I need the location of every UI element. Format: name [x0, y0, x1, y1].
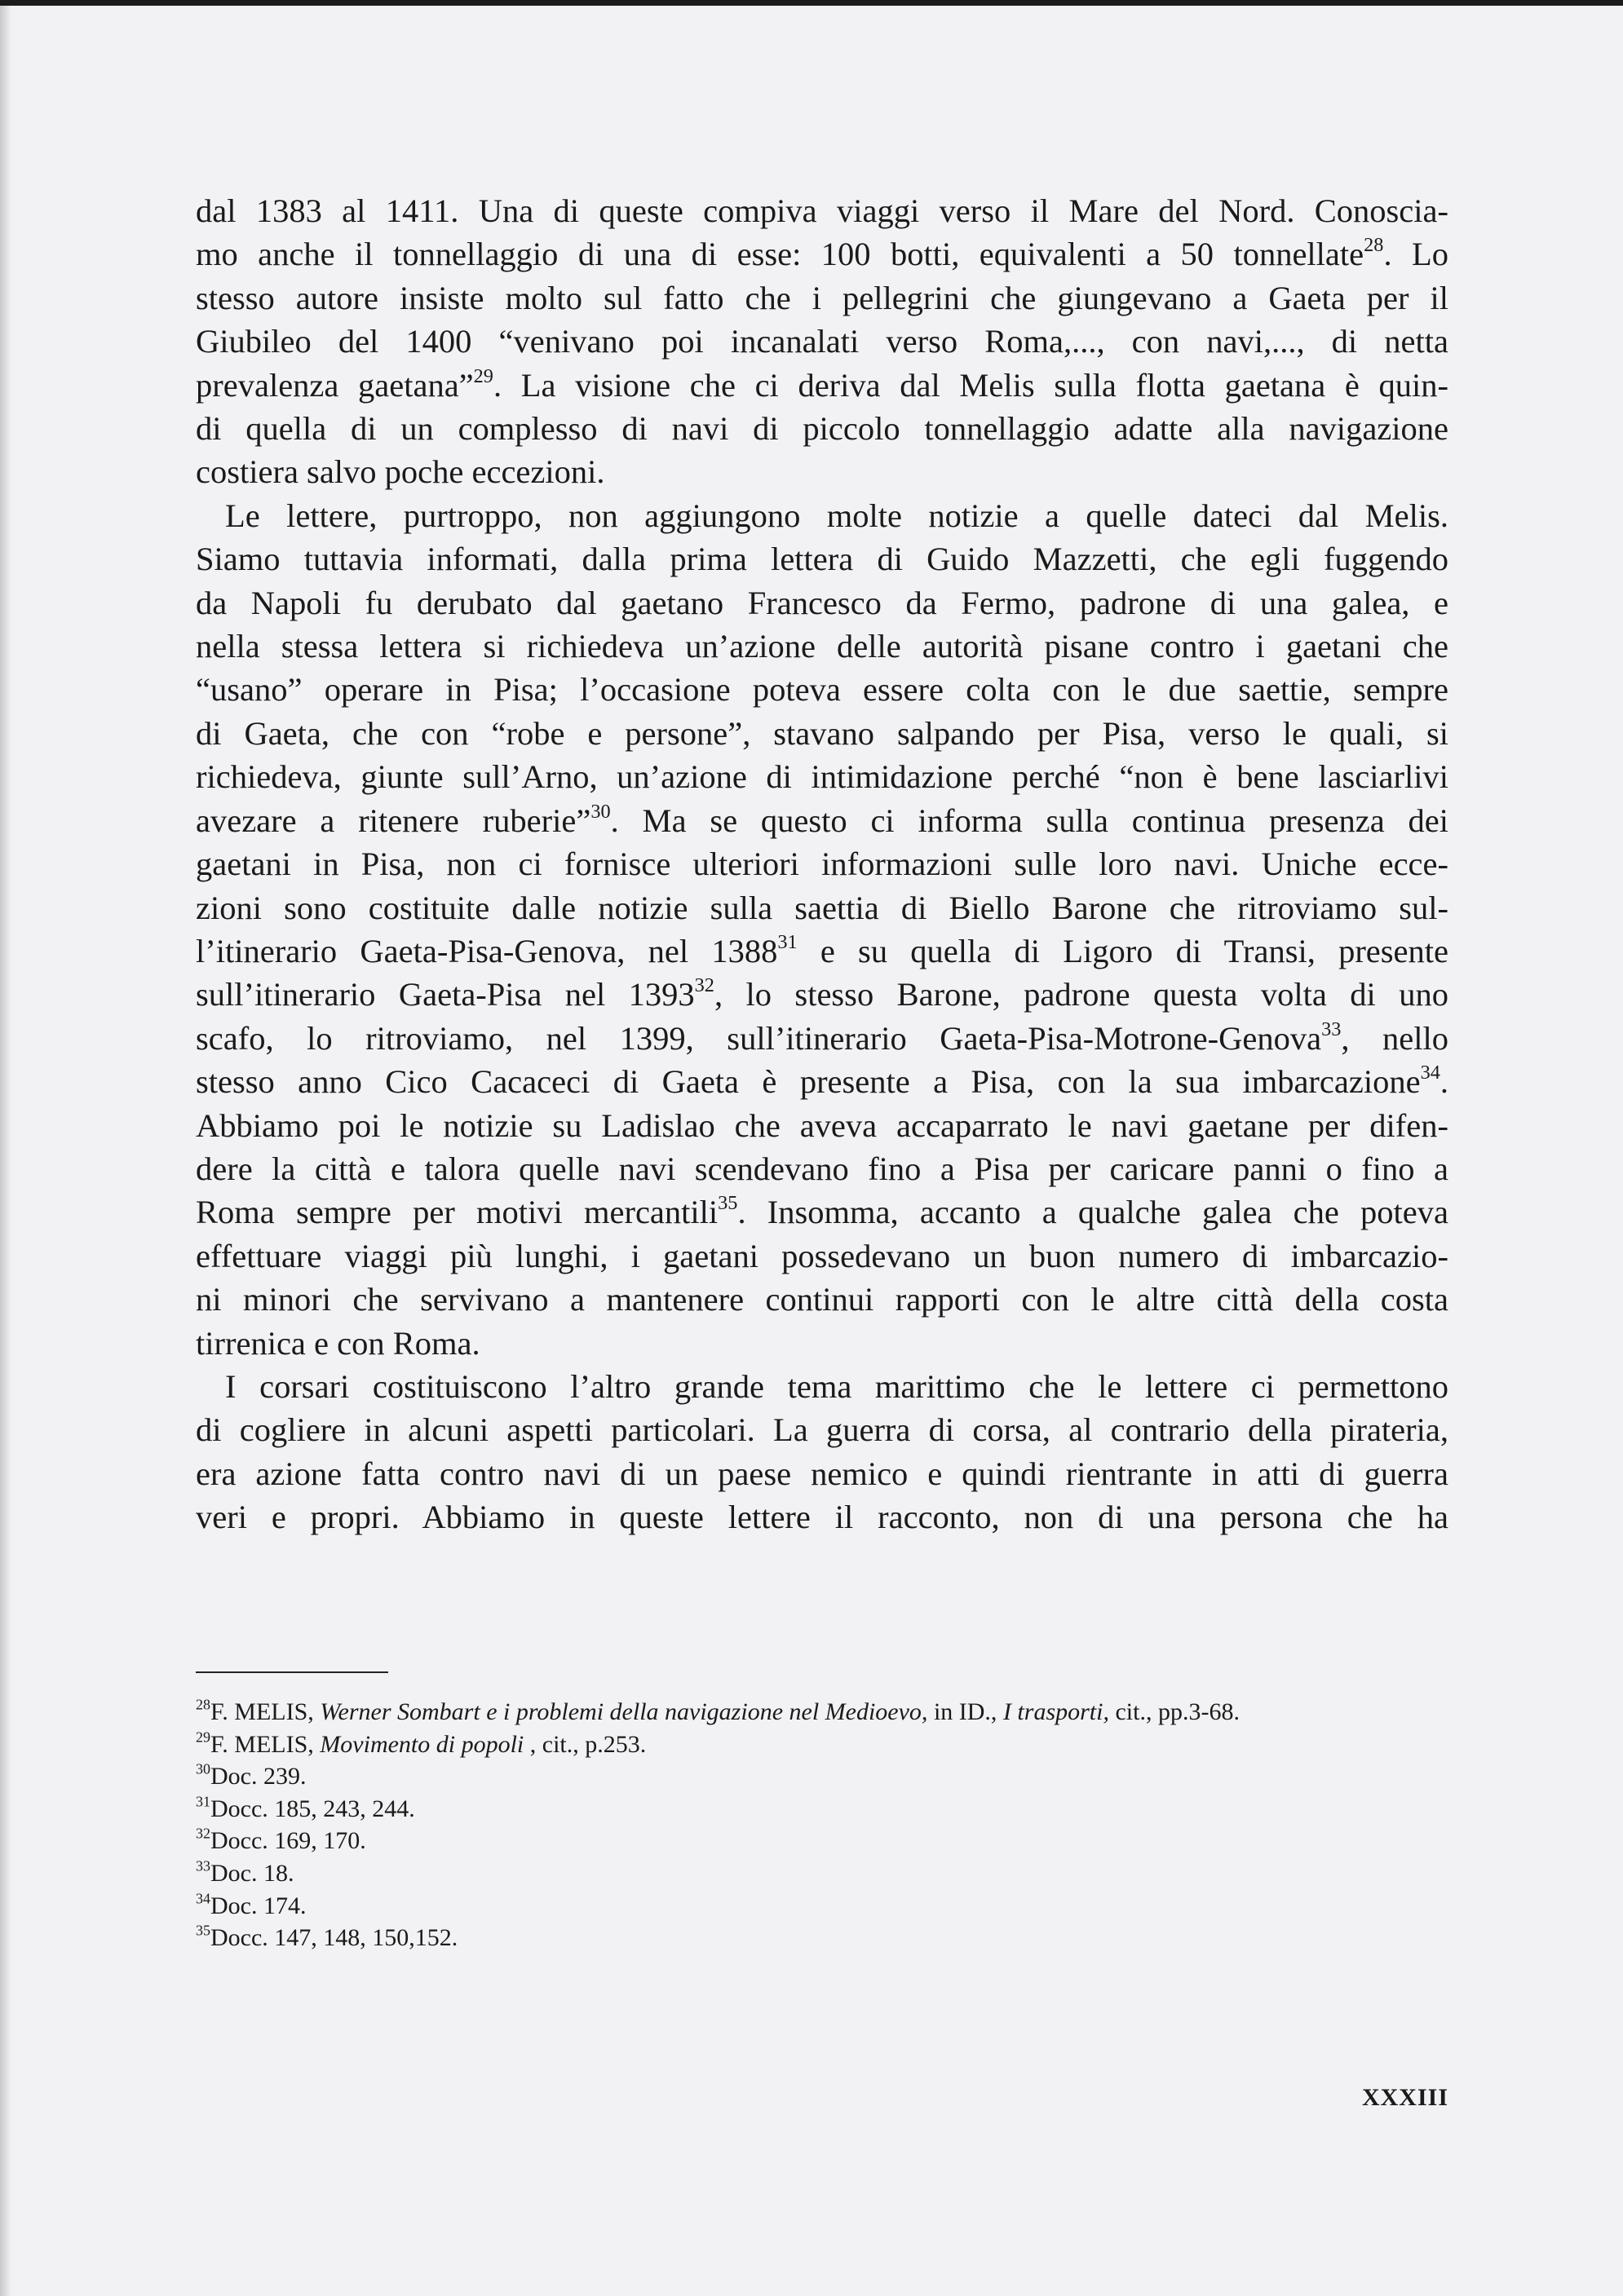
- text-segment: sull’itinerario Gaeta-Pisa nel 1393: [196, 976, 695, 1013]
- text-line: [196, 1408, 1448, 1451]
- text-segment: . La visione che ci deriva dal Melis sulla flotta gaetana è quin-: [493, 366, 1449, 404]
- text-line: [196, 973, 1448, 1016]
- text-segment: . Insomma, accanto a qualche galea che poteva: [737, 1194, 1448, 1231]
- footnote-text: , cit., p.253.: [524, 1730, 647, 1758]
- text-line: [196, 537, 1448, 581]
- footnote: [196, 1825, 1448, 1857]
- footnote-ref: 35: [718, 1192, 738, 1215]
- text-segment: avezare a ritenere ruberie”: [196, 801, 591, 839]
- footnotes: [196, 1696, 1448, 1954]
- text-segment: da Napoli fu derubato dal gaetano Francesco da Fermo, padrone di una galea, e: [196, 584, 1448, 621]
- text-segment: mo anche il tonnellaggio di una di esse: 100 botti, equivalenti a 50 tonnellate: [196, 236, 1364, 273]
- text-line: [196, 1147, 1448, 1190]
- text-line: [196, 189, 1448, 232]
- text-line: [196, 886, 1448, 929]
- paragraph: [196, 494, 1448, 1365]
- footnote-number: 29: [196, 1729, 210, 1745]
- text-line: [196, 364, 1448, 407]
- text-line: [196, 232, 1448, 276]
- text-segment: scafo, lo ritroviamo, nel 1399, sull’itinerario Gaeta-Pisa-Motrone-Genova: [196, 1019, 1322, 1057]
- text-line: [196, 668, 1448, 711]
- footnote-number: 32: [196, 1825, 210, 1842]
- footnote-text: F. MELIS,: [210, 1730, 321, 1758]
- footnote: [196, 1729, 1448, 1761]
- text-line: [196, 494, 1448, 537]
- scan-left-shadow: [0, 6, 11, 2296]
- text-line: [196, 407, 1448, 450]
- footnote-ref: 31: [777, 930, 798, 953]
- footnote-text: Doc. 18.: [210, 1859, 294, 1887]
- text-segment: di quella di un complesso di navi di piccolo tonnellaggio adatte alla navigazione: [196, 410, 1448, 448]
- text-segment: zioni sono costituite dalle notizie sulla saettia di Biello Barone che ritroviamo sul-: [196, 889, 1448, 926]
- text-segment: era azione fatta contro navi di un paese nemico e quindi rientrante in atti di guerra: [196, 1455, 1448, 1492]
- text-line: [196, 450, 1448, 493]
- footnote-text: Docc. 147, 148, 150,152.: [210, 1924, 458, 1952]
- text-segment: richiedeva, giunte sull’Arno, un’azione di intimidazione perché “non è bene lasciarlivi: [196, 758, 1448, 796]
- paragraph: [196, 189, 1448, 494]
- text-line: [196, 1365, 1448, 1408]
- text-segment: prevalenza gaetana”: [196, 366, 474, 404]
- text-line: [196, 1322, 1448, 1365]
- text-segment: . Lo: [1383, 236, 1448, 273]
- text-line: [196, 276, 1448, 320]
- footnote-title: Werner Sombart e i problemi della navigazione nel Medioevo,: [320, 1698, 928, 1725]
- scan-top-edge: [0, 0, 1623, 6]
- text-segment: I corsari costituiscono l’altro grande tema marittimo che le lettere ci permettono: [225, 1367, 1448, 1405]
- paragraph: [196, 1365, 1448, 1539]
- text-segment: “usano” operare in Pisa; l’occasione poteva essere colta con le due saettie, sempre: [196, 671, 1448, 709]
- footnote-number: 33: [196, 1857, 210, 1874]
- footnote: [196, 1793, 1448, 1826]
- text-line: [196, 929, 1448, 973]
- text-segment: di cogliere in alcuni aspetti particolari. La guerra di corsa, al contrario della pirateria,: [196, 1411, 1448, 1449]
- text-segment: Le lettere, purtroppo, non aggiungono molte notizie a quelle dateci dal Melis.: [225, 497, 1448, 534]
- text-line: [196, 1190, 1448, 1234]
- footnote-text: cit., pp.3-68.: [1108, 1698, 1240, 1725]
- footnote-ref: 34: [1420, 1062, 1440, 1084]
- text-segment: , lo stesso Barone, padrone questa volta di uno: [714, 976, 1448, 1013]
- text-segment: Abbiamo poi le notizie su Ladislao che aveva accaparrato le navi gaetane per difen-: [196, 1106, 1448, 1144]
- text-segment: Siamo tuttavia informati, dalla prima lettera di Guido Mazzetti, che egli fuggendo: [196, 541, 1448, 578]
- text-segment: Roma sempre per motivi mercantili: [196, 1194, 719, 1231]
- text-segment: stesso autore insiste molto sul fatto che i pellegrini che giungevano a Gaeta per il: [196, 279, 1448, 316]
- footnote-number: 34: [196, 1889, 210, 1906]
- text-segment: dal 1383 al 1411. Una di queste compiva viaggi verso il Mare del Nord. Conoscia-: [196, 192, 1448, 229]
- text-line: [196, 1452, 1448, 1495]
- footnote-number: 30: [196, 1760, 210, 1777]
- page-number: XXXIII: [1361, 2084, 1448, 2111]
- footnote: [196, 1857, 1448, 1890]
- footnote-text: Docc. 169, 170.: [210, 1827, 366, 1855]
- footnote-ref: 33: [1321, 1018, 1342, 1040]
- footnote-ref: 29: [473, 364, 493, 387]
- footnote: [196, 1760, 1448, 1793]
- body-text: [196, 189, 1448, 1539]
- footnote-text: Docc. 185, 243, 244.: [210, 1795, 415, 1822]
- text-segment: , nello: [1341, 1019, 1449, 1057]
- footnote: [196, 1922, 1448, 1954]
- text-line: [196, 1017, 1448, 1060]
- text-segment: .: [1439, 1063, 1448, 1101]
- text-segment: . Ma se questo ci informa sulla continua presenza dei: [610, 801, 1448, 839]
- text-segment: tirrenica e con Roma.: [196, 1324, 480, 1362]
- footnote-ref: 28: [1364, 234, 1384, 257]
- footnote-separator: [196, 1671, 388, 1673]
- text-line: [196, 1104, 1448, 1147]
- text-line: [196, 625, 1448, 668]
- text-segment: gaetani in Pisa, non ci fornisce ulteriori informazioni sulle loro navi. Uniche ecce-: [196, 846, 1448, 883]
- text-line: [196, 755, 1448, 798]
- text-segment: l’itinerario Gaeta-Pisa-Genova, nel 1388: [196, 932, 778, 969]
- footnote-title: Movimento di popoli: [320, 1730, 524, 1758]
- text-segment: costiera salvo poche eccezioni.: [196, 453, 605, 491]
- footnote-text: Doc. 239.: [210, 1763, 307, 1790]
- text-segment: dere la città e talora quelle navi scendevano fino a Pisa per caricare panni o fino a: [196, 1150, 1448, 1187]
- text-line: [196, 842, 1448, 885]
- footnote-number: 35: [196, 1922, 210, 1939]
- text-line: [196, 1234, 1448, 1278]
- text-line: [196, 1495, 1448, 1539]
- footnote-ref: 32: [694, 974, 714, 997]
- footnote-text: F. MELIS,: [210, 1698, 321, 1725]
- footnote-title: I trasporti,: [1002, 1698, 1109, 1725]
- footnote-text: Doc. 174.: [210, 1892, 307, 1919]
- text-segment: ni minori che servivano a mantenere continui rapporti con le altre città della costa: [196, 1281, 1448, 1318]
- footnote: [196, 1696, 1448, 1729]
- text-segment: nella stessa lettera si richiedeva un’azione delle autorità pisane contro i gaetani che: [196, 628, 1448, 665]
- text-line: [196, 799, 1448, 842]
- footnote-number: 31: [196, 1793, 210, 1810]
- text-segment: veri e propri. Abbiamo in queste lettere il racconto, non di una persona che ha: [196, 1499, 1448, 1536]
- text-segment: Giubileo del 1400 “venivano poi incanalati verso Roma,..., con navi,..., di netta: [196, 323, 1448, 360]
- text-segment: stesso anno Cico Cacaceci di Gaeta è presente a Pisa, con la sua imbarcazione: [196, 1063, 1421, 1101]
- text-line: [196, 1060, 1448, 1103]
- text-segment: di Gaeta, che con “robe e persone”, stavano salpando per Pisa, verso le quali, si: [196, 714, 1448, 752]
- text-segment: e su quella di Ligoro di Transi, presente: [797, 932, 1448, 969]
- footnote-ref: 30: [590, 800, 611, 823]
- footnote: [196, 1890, 1448, 1923]
- text-segment: effettuare viaggi più lunghi, i gaetani possedevano un buon numero di imbarcazio-: [196, 1237, 1448, 1274]
- text-line: [196, 712, 1448, 755]
- footnote-number: 28: [196, 1696, 210, 1713]
- text-line: [196, 1278, 1448, 1321]
- footnote-text: in ID.,: [927, 1698, 1003, 1725]
- text-line: [196, 320, 1448, 363]
- text-line: [196, 581, 1448, 625]
